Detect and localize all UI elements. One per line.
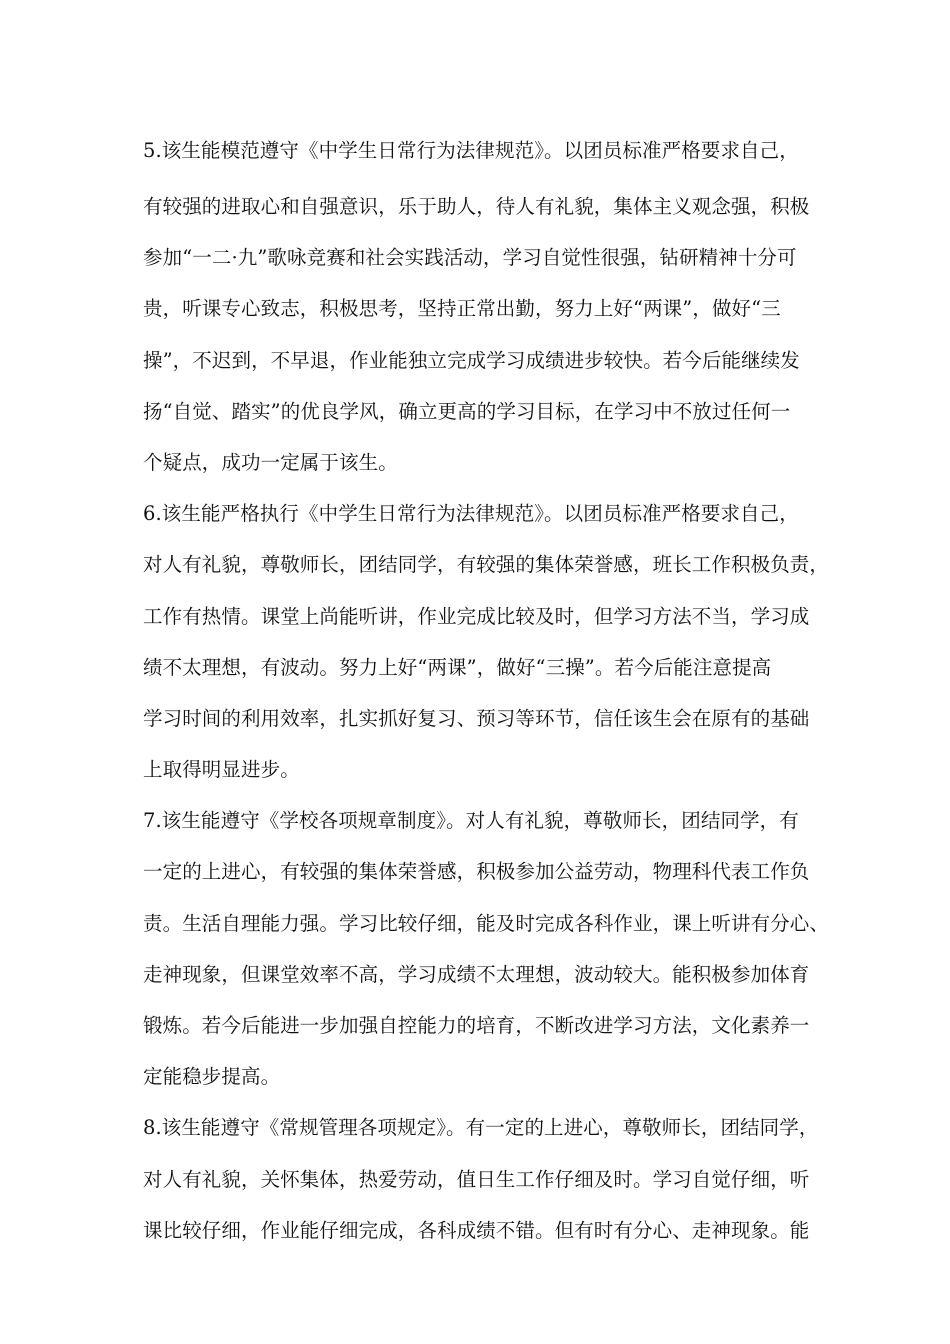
text-line: 8.该生能遵守《常规管理各项规定》。有一定的上进心，尊敬师长，团结同学，: [143, 1116, 819, 1140]
text-line: 工作有热情。课堂上尚能听讲，作业完成比较及时，但学习方法不当，学习成: [143, 604, 810, 628]
text-line: 课比较仔细，作业能仔细完成，各科成绩不错。但有时有分心、走神现象。能: [143, 1218, 810, 1242]
text-line: 责。生活自理能力强。学习比较仔细，能及时完成各科作业，课上听讲有分心、: [143, 911, 830, 935]
text-line: 5.该生能模范遵守《中学生日常行为法律规范》。以团员标准严格要求自己，: [143, 139, 799, 162]
paragraph-8: [143, 1102, 819, 1256]
text-line: 有较强的进取心和自强意识，乐于助人，待人有礼貌，集体主义观念强，积极: [143, 195, 810, 218]
text-line: 7.该生能遵守《学校各项规章制度》。对人有礼貌，尊敬师长，团结同学，有: [143, 809, 799, 833]
text-line: 锻炼。若今后能进一步加强自控能力的培育，不断改进学习方法，文化素养一: [143, 1014, 810, 1037]
text-line: 学习时间的利用效率，扎实抓好复习、预习等环节，信任该生会在原有的基础: [143, 706, 810, 730]
text-line: 扬“自觉、踏实”的优良学风，确立更高的学习目标，在学习中不放过任何一: [143, 399, 791, 423]
text-line: 绩不太理想，有波动。努力上好“两课”，做好“三操”。若今后能注意提高: [143, 655, 772, 679]
text-line: 定能稳步提高。: [143, 1065, 281, 1089]
document-body: [143, 127, 830, 1256]
text-line: 贵，听课专心致志，积极思考，坚持正常出勤，努力上好“两课”，做好“三: [143, 297, 781, 321]
text-line: 一定的上进心，有较强的集体荣誉感，积极参加公益劳动，物理科代表工作负: [143, 860, 810, 884]
text-line: 走神现象，但课堂效率不高，学习成绩不太理想，波动较大。能积极参加体育: [143, 962, 810, 986]
paragraph-5: [143, 127, 808, 488]
paragraph-6: [143, 488, 830, 795]
text-line: 个疑点，成功一定属于该生。: [143, 450, 398, 474]
text-line: 对人有礼貌，尊敬师长，团结同学，有较强的集体荣誉感，班长工作积极负责，: [143, 553, 830, 577]
text-line: 对人有礼貌，关怀集体，热爱劳动，值日生工作仔细及时。学习自觉仔细，听: [143, 1167, 810, 1191]
paragraph-7: [143, 795, 830, 1102]
text-line: 参加“一二·九”歌咏竞赛和社会实践活动，学习自觉性很强，钻研精神十分可: [143, 246, 797, 270]
text-line: 6.该生能严格执行《中学生日常行为法律规范》。以团员标准严格要求自己，: [143, 502, 799, 526]
text-line: 操”，不迟到，不早退，作业能独立完成学习成绩进步较快。若今后能继续发: [143, 348, 800, 372]
text-line: 上取得明显进步。: [143, 758, 300, 782]
